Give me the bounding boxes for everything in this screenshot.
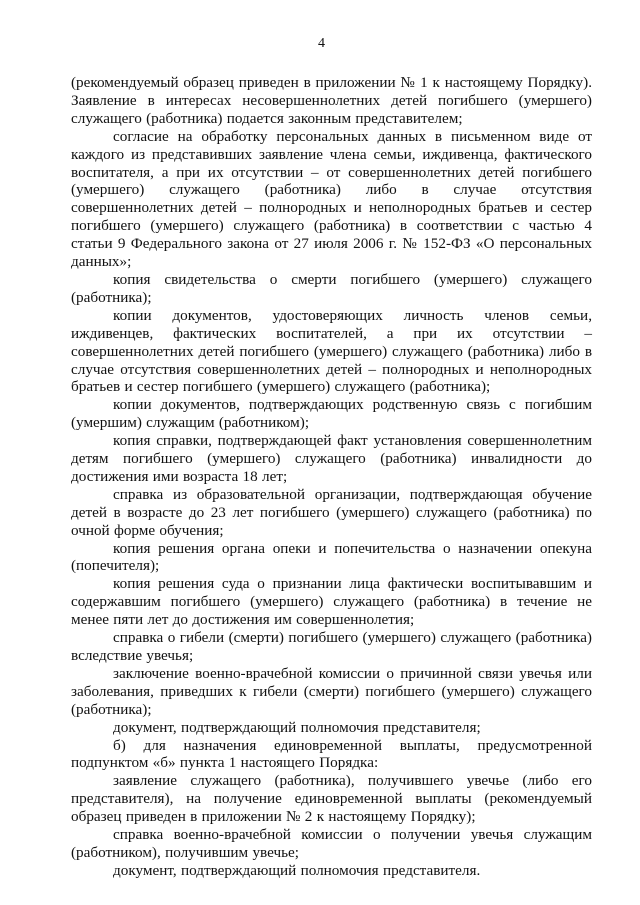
paragraph-death-injury-certificate: справка о гибели (смерти) погибшего (умершего) служащего (работника) вследствие увечья; (71, 629, 592, 664)
paragraph-injury-certificate: справка военно-врачебной комиссии о получении увечья служащим (работником), получившим увечье; (71, 826, 592, 861)
paragraph-education-certificate: справка из образовательной организации, подтверждающая обучение детей в возрасте до 23 лет погибшего (умершего) служащего (работника) по очной форме обучения; (71, 485, 592, 539)
paragraph-representative-authority-final: документ, подтверждающий полномочия представителя. (113, 861, 481, 879)
paragraph-court-decision: копия решения суда о признании лица фактически воспитывавшим и содержавшим погибшего (умершего) служащего (работника) в течение не менее пяти лет до достижения им совершеннолетия; (71, 575, 592, 629)
paragraph-injury-application: заявление служащего (работника), получившего увечье (либо его представителя), на получение единовременной выплаты (рекомендуемый образец приведен в приложении № 2 к настоящему Порядку); (71, 772, 592, 826)
paragraph-death-certificate: копия свидетельства о смерти погибшего (умершего) служащего (работника); (71, 270, 592, 306)
paragraph-section-b: б) для назначения единовременной выплаты, предусмотренной подпунктом «б» пункта 1 настоящего Порядка: (71, 736, 592, 772)
paragraph-medical-commission-conclusion: заключение военно-врачебной комиссии о причинной связи увечья или заболевания, приведших к гибели (смерти) погибшего (умершего) служащего (работника); (71, 664, 592, 718)
paragraph-consent: согласие на обработку персональных данных в письменном виде от каждого из представивших заявление члена семьи, иждивенца, фактического воспитателя, а при их отсутствии – от совершеннолетних детей погибшего (умершего) служащего (работника) либо в случае отсутствия совершеннолетних детей – полнородных и неполнородных братьев и сестер погибшего (умершего) служащего (работника) в соответствии с частью 4 статьи 9 Федерального закона от 27 июля 2006 г. № 152-ФЗ «О персональных данных»; (71, 127, 592, 271)
paragraph-identity-documents: копии документов, удостоверяющих личность членов семьи, иждивенцев, фактических воспитателей, а при их отсутствии – совершеннолетних детей погибшего (умершего) служащего (работника) либо в случае отсутствия совершеннолетних детей – полнородных и неполнородных братьев и сестер погибшего (умершего) служащего (работника); (71, 306, 592, 396)
paragraph-disability-certificate: копия справки, подтверждающей факт установления совершеннолетним детям погибшего (умершего) служащего (работника) инвалидности до достижения ими возраста 18 лет; (71, 432, 592, 485)
paragraph-representative-authority: документ, подтверждающий полномочия представителя; (113, 718, 481, 736)
paragraph-continuation: (рекомендуемый образец приведен в приложении № 1 к настоящему Порядку). Заявление в интересах несовершеннолетних детей погибшего (умершего) служащего (работника) подается законным представителем; (71, 74, 592, 127)
paragraph-kinship-documents: копии документов, подтверждающих родственную связь с погибшим (умершим) служащим (работником); (71, 396, 592, 432)
paragraph-guardianship-decision: копия решения органа опеки и попечительства о назначении опекуна (попечителя); (71, 539, 592, 575)
page-number: 4 (318, 36, 325, 51)
